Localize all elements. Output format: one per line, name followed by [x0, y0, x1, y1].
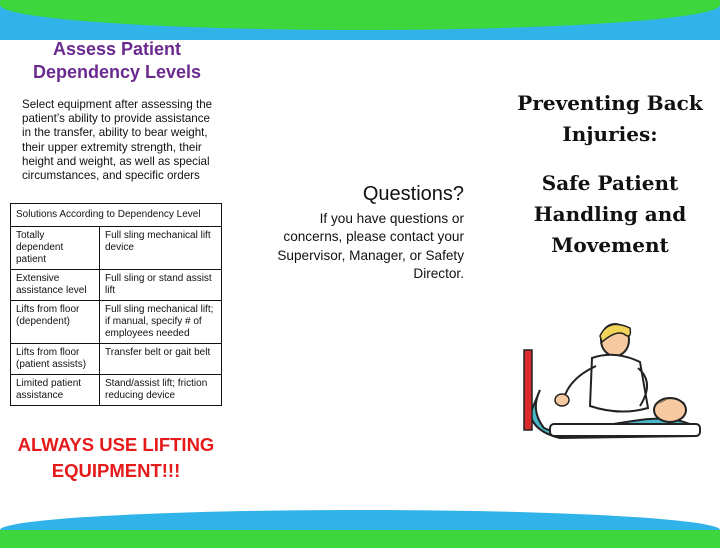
table-row: [11, 375, 222, 406]
table-header: Solutions According to Dependency Level: [11, 204, 222, 227]
brochure-title: Preventing Back Injuries:: [517, 91, 703, 146]
table-row: [11, 344, 222, 375]
table-cell-solution: Transfer belt or gait belt: [100, 344, 222, 375]
table-row: [11, 227, 222, 270]
questions-title: Questions?: [362, 183, 464, 205]
questions-body: If you have questions or concerns, please contact your Supervisor, Manager, or Safety Director.: [277, 211, 464, 281]
warning-text: ALWAYS USE LIFTING EQUIPMENT!!!: [17, 434, 215, 481]
brochure-subtitle: Safe Patient Handling and Movement: [533, 171, 687, 257]
table-cell-level: Extensive assistance level: [11, 270, 100, 301]
table-cell-level: Limited patient assistance: [11, 375, 100, 406]
table-cell-solution: Full sling mechanical lift device: [100, 227, 222, 270]
dependency-table: [10, 203, 222, 406]
table-row: [11, 270, 222, 301]
bottom-green-band: [0, 530, 720, 548]
table-cell-solution: Stand/assist lift; friction reducing device: [100, 375, 222, 406]
table-cell-level: Lifts from floor (patient assists): [11, 344, 100, 375]
table-row: [11, 301, 222, 344]
table-cell-level: Lifts from floor (dependent): [11, 301, 100, 344]
table-header-row: [11, 204, 222, 227]
nurse-lifting-patient-illustration: [520, 320, 710, 440]
table-cell-solution: Full sling mechanical lift; if manual, specify # of employees needed: [100, 301, 222, 344]
assess-title: Assess Patient Dependency Levels: [32, 39, 202, 82]
table-cell-level: Totally dependent patient: [11, 227, 100, 270]
assess-body: Select equipment after assessing the patient’s ability to provide assistance in the transfer, ability to bear weight, their upper extremity strength, their height and weight, as well as special circumstances, and specific orders: [22, 98, 213, 183]
table-cell-solution: Full sling or stand assist lift: [100, 270, 222, 301]
